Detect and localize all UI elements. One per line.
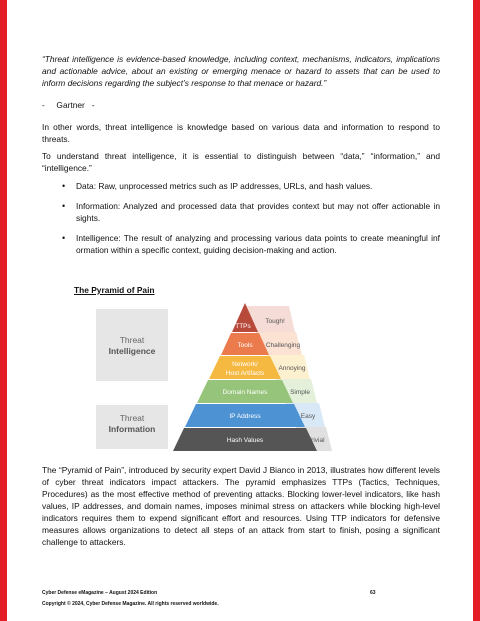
paragraph-threat-intel-definition: In other words, threat intelligence is knowledge based on various data and information to respond to threats. xyxy=(42,122,440,144)
page-footer xyxy=(42,590,402,607)
bullet-icon: • xyxy=(62,233,66,243)
pyramid-of-pain-figure xyxy=(96,303,386,455)
bullet-icon: • xyxy=(62,201,66,211)
level-label-ip: IP Address xyxy=(229,413,261,420)
difficulty-label-annoying: Annoying xyxy=(278,365,306,372)
threat-intelligence-line1: Threat xyxy=(119,335,145,345)
bullet-data: • Data: Raw, unprocessed metrics such as IP addresses, URLs, and hash values. xyxy=(62,181,373,191)
bullet-list xyxy=(42,180,440,264)
difficulty-label-easy: Easy xyxy=(300,413,316,420)
threat-information-line2: Information xyxy=(108,424,156,434)
difficulty-label-tough: Tough! xyxy=(265,318,285,325)
left-red-border xyxy=(0,0,7,621)
level-label-tools: Tools xyxy=(237,342,253,349)
difficulty-label-simple: Simple xyxy=(290,389,310,396)
section-heading: The Pyramid of Pain xyxy=(74,285,155,295)
bullet-icon: • xyxy=(62,181,66,191)
footer-edition: Cyber Defense eMagazine – August 2024 Edition xyxy=(42,590,158,596)
level-label-ttps: TTPs xyxy=(235,323,251,330)
quote-attribution: - Gartner - xyxy=(42,100,95,110)
footer-page-number: 63 xyxy=(370,590,376,596)
level-label-network-line2: Host Artifacts xyxy=(225,370,265,377)
right-red-border xyxy=(473,0,480,621)
level-label-domain: Domain Names xyxy=(222,389,268,396)
bullet-information: • Information: Analyzed and processed data that provides context but may not offer actionable in sights. xyxy=(62,201,440,223)
paragraph-data-info-intel: To understand threat intelligence, it is essential to distinguish between “data,” “information,” and “intelligence.” xyxy=(42,151,440,173)
footer-copyright: Copyright © 2024, Cyber Defense Magazine. All rights reserved worldwide. xyxy=(42,601,219,607)
level-label-network-line1: Network/ xyxy=(232,361,258,368)
difficulty-label-trivial: Trivial xyxy=(307,437,325,444)
threat-intelligence-box xyxy=(96,309,168,381)
difficulty-label-challenging: Challenging xyxy=(265,342,301,349)
threat-information-line1: Threat xyxy=(119,413,145,423)
level-label-hash: Hash Values xyxy=(226,437,264,444)
gartner-quote: “Threat intelligence is evidence-based knowledge, including context, mechanisms, indicators, implications and actionable advice, about an existing or emerging menace or hazard to assets that can be used to inform decisions regarding the subject’s response to that menace or hazard.” xyxy=(42,54,440,88)
paragraph-pyramid-explanation: The “Pyramid of Pain”, introduced by security expert David J Bianco in 2013, illustrates how different levels of cyber threat indicators impact attackers. The pyramid emphasizes TTPs (Tactics, Techniques, Procedures) as the most effective method of preventing attacks. Blocking lower-level indicators, like hash values, IP addresses, and domain names, imposes minimal stress on attackers while blocking high-level indicators requires them to expend significant effort and resources. Using TTP indicators for defensive measures allows organizations to detect all steps of an attack from start to finish, posing a significant challenge to attackers. xyxy=(42,465,440,547)
threat-intelligence-line2: Intelligence xyxy=(108,346,156,356)
bullet-intelligence: • Intelligence: The result of analyzing and processing various data points to create meaningful inf ormation within a specific context, guiding decision-making and action. xyxy=(62,233,440,255)
